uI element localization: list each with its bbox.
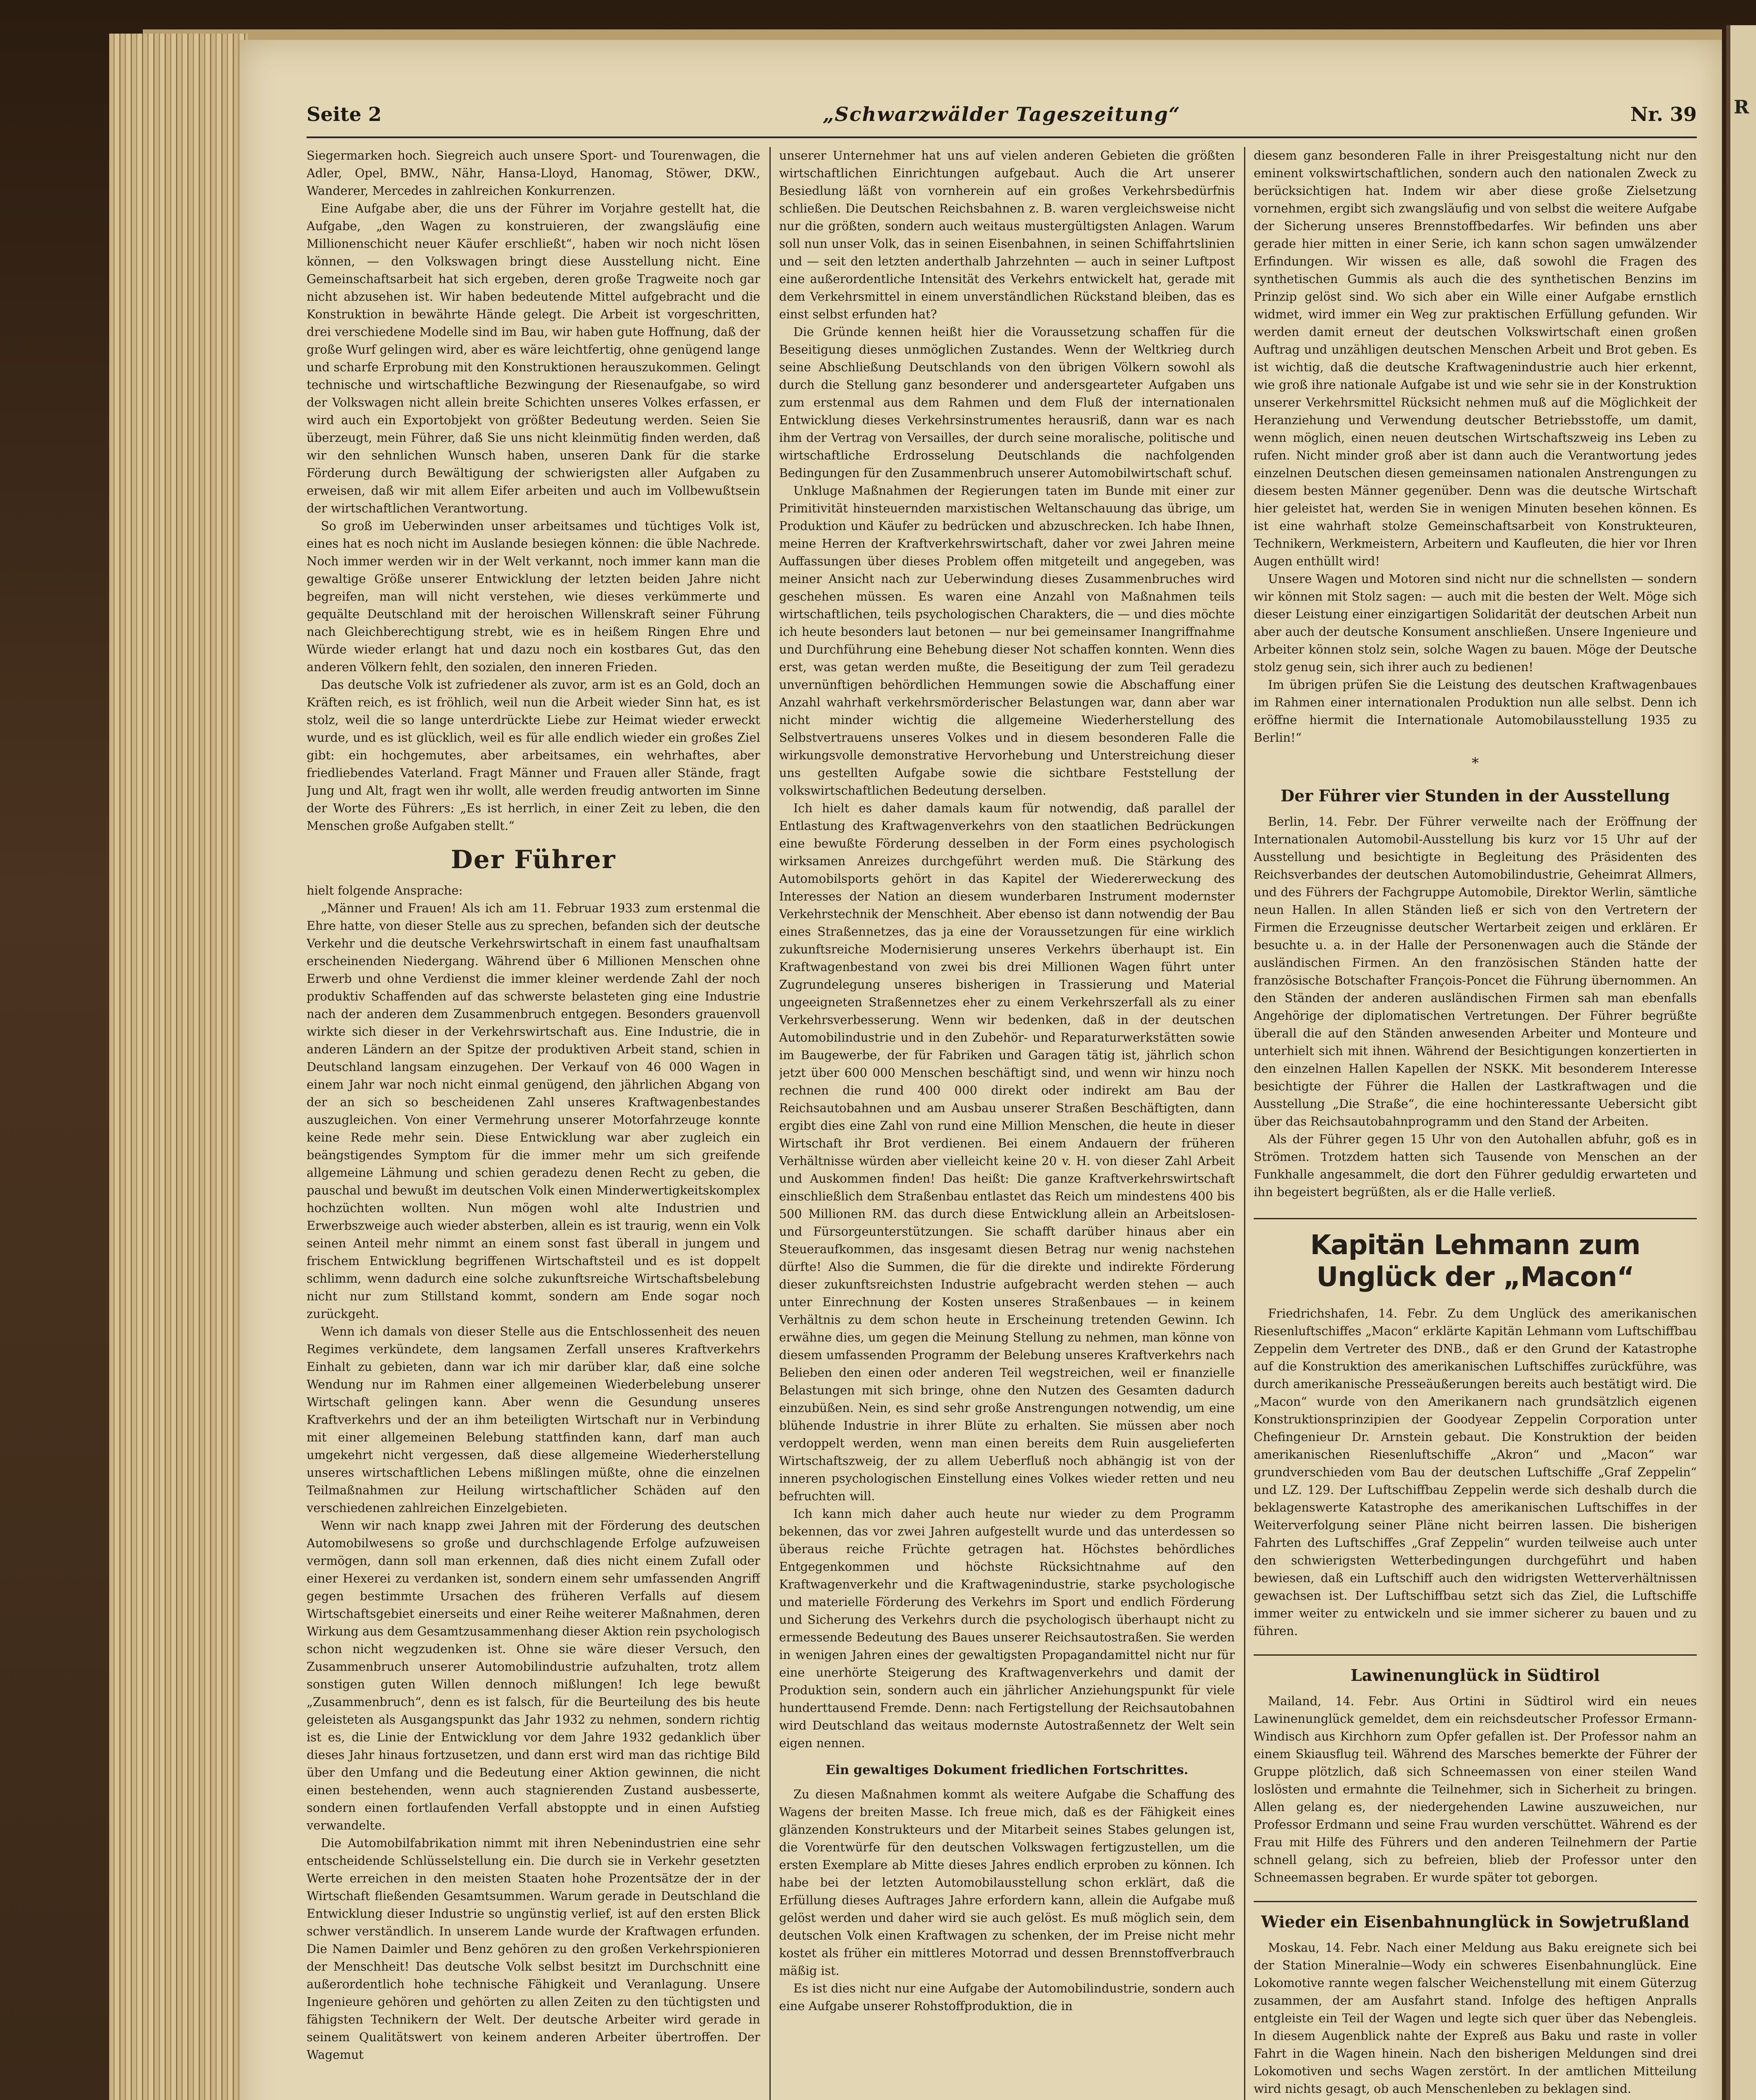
paragraph: unserer Unternehmer hat uns auf vielen anderen Gebieten die größten wirtschaftlichen Einrichtungen aufgebaut. Auch die Art unserer Besiedlung läßt von vornherein auf ein großes Verkehrsbedürfnis schließen. Die Deutschen Reichsbahnen z. B. waren vergleichsweise nicht nur die größten, sondern auch weitaus mustergültigsten Anlagen. Warum soll nun unser Volk, das in seinen Eisenbahnen, in seinen Schiffahrtslinien und — seit den letzten anderthalb Jahrzehnten — auch in seiner Luftpost eine außerordentliche Intensität des Verkehrs entwickelt hat, gerade mit dem Verkehrsmittel in einem unverständlichen Rückstand bleiben, das es einst selbst erfunden hat? <box>779 149 1235 321</box>
paragraph: Eine Aufgabe aber, die uns der Führer im Vorjahre gestellt hat, die Aufgabe, „den Wagen zu konstruieren, der zwangsläufig eine Millionenschicht neuer Käufer erschließt“, haben wir noch nicht lösen können, — den Volkswagen bringt diese Ausstellung nicht. Eine Gemeinschaftsarbeit hat sich ergeben, deren große Tragweite noch gar nicht abzusehen ist. Wir haben bedeutende Mittel aufgebracht und die Konstruktion in bewährte Hände gelegt. Die Arbeit ist vorgeschritten, drei verschiedene Modelle sind im Bau, wir haben gute Hoffnung, daß der große Wurf gelingen wird, aber es wäre leichtfertig, ohne genügend lange und scharfe Erprobung mit den Konstruktionen herauszukommen. Gelingt technische und wirtschaftliche Bezwingung der Riesenaufgabe, so wird der Volkswagen nicht allein breite Schichten unseres Volkes erfassen, er wird auch ein Exportobjekt von größter Bedeutung werden. Seien Sie überzeugt, mein Führer, daß Sie uns nicht kleinmütig finden werden, daß wir den sehnlichen Wunsch haben, unseren Dank für die starke Förderung durch Bewältigung der schwierigsten aller Aufgaben zu erweisen, daß wir mit allem Eifer arbeiten und auch im Vollbewußtsein der wirtschaftlichen Verantwortung. <box>307 202 760 515</box>
paragraph: „Männer und Frauen! Als ich am 11. Februar 1933 zum erstenmal die Ehre hatte, von dieser Stelle aus zu sprechen, befanden sich der deutsche Verkehr und die deutsche Verkehrswirtschaft in einem fast unaufhaltsam erscheinenden Niedergang. Während über 6 Millionen Menschen ohne Erwerb und ohne Verdienst die immer kleiner werdende Zahl der noch produktiv Schaffenden auf das schwerste belasteten ging eine Industrie nach der anderen dem Zusammenbruch entgegen. Besonders grauenvoll wirkte sich dieser in der Verkehrswirtschaft aus. Eine Industrie, die in anderen Ländern an der Spitze der produktiven Arbeit stand, schien in Deutschland langsam einzugehen. Der Verkauf von 46 000 Wagen in einem Jahr war noch nicht einmal genügend, den jährlichen Abgang von der an sich so bescheidenen Zahl unseres Kraftwagenbestandes auszugleichen. Von einer Vermehrung unserer Motorfahrzeuge konnte keine Rede mehr sein. Diese Entwicklung war aber zugleich ein beängstigendes Symptom für die immer mehr um sich greifende allgemeine Lähmung und schien geradezu denen Recht zu geben, die pauschal und bewußt im deutschen Volk einen Minderwertigkeitskomplex hochzüchten wollten. Nun mögen wohl alte Industrien und Erwerbszweige auch wieder absterben, allein es ist traurig, wenn ein Volk seinen Anteil mehr nimmt an einem sonst fast überall in jungem und frischem Entwicklung begriffenen Wirtschaftsteil und es ist doppelt schlimm, wenn dadurch eine solche zukunftsreiche Wirtschaftsbelebung nicht nur zum Stillstand kommt, sondern am Ende sogar noch zurückgeht. <box>307 901 760 1321</box>
paragraph: Die Automobilfabrikation nimmt mit ihren Nebenindustrien eine sehr entscheidende Schlüsselstellung ein. Die durch sie in Verkehr gesetzten Werte erreichen in den meisten Staaten hohe Prozentsätze der in der Wirtschaft fließenden Gesamtsummen. Warum gerade in Deutschland die Entwicklung dieser Industrie so ungünstig verlief, ist auf den ersten Blick schwer verständlich. In unserem Lande wurde der Kraftwagen erfunden. Die Namen Daimler und Benz gehören zu den großen Verkehrspionieren der Menschheit! Das deutsche Volk selbst besitzt im Durchschnitt eine außerordentlich hohe technische Fähigkeit und Veranlagung. Unsere Ingenieure gehören und gehörten zu allen Zeiten zu den tüchtigsten und fähigsten Technikern der Welt. Der deutsche Arbeiter wird gerade in seinem Qualitätswert von keinem anderen Arbeiter übertroffen. Der Wagemut <box>307 1836 760 2062</box>
section-heading-eisenbahnunglueck: Wieder ein Eisenbahnunglück in Sowjetrußland <box>1254 1901 1697 1932</box>
column-divider <box>769 147 771 2100</box>
column-1 <box>307 147 760 2100</box>
page-header <box>307 103 1697 138</box>
paragraph: Unsere Wagen und Motoren sind nicht nur die schnellsten — sondern wir können mit Stolz sagen: — auch mit die besten der Welt. Möge sich dieser Leistung einer einzigartigen Solidarität der deutschen Arbeit nun aber auch der deutsche Konsument anschließen. Unsere Ingenieure und Arbeiter können stolz sein, solche Wagen zu bauen. Möge der Deutsche stolz genug sein, sich ihrer auch zu bedienen! <box>1254 572 1697 674</box>
paragraph: Wenn ich damals von dieser Stelle aus die Entschlossenheit des neuen Regimes verkündete, dem langsamen Zerfall unseres Kraftverkehrs Einhalt zu gebieten, dann war ich mir darüber klar, daß eine solche Wendung nur im Rahmen einer allgemeinen Wiederbelebung unserer Wirtschaft gelingen kann. Aber wenn die Gesundung unseres Kraftverkehrs und der an ihm beteiligten Wirtschaft nur in Verbindung mit einer allgemeinen Belebung stattfinden kann, darf man auch umgekehrt nicht vergessen, daß diese allgemeine Wiederherstellung unseres wirtschaftlichen Lebens mißlingen müßte, ohne die einzelnen Teilmaßnahmen zur Heilung wirtschaftlicher Schäden auf den verschiedenen zahlreichen Einzelgebieten. <box>307 1325 760 1515</box>
column-3 <box>1254 147 1697 2100</box>
paragraph: Zu diesen Maßnahmen kommt als weitere Aufgabe die Schaffung des Wagens der breiten Masse. Ich freue mich, daß es der Fähigkeit eines glänzenden Konstrukteurs und der Mitarbeit seines Stabes gelungen ist, die Vorentwürfe für den deutschen Volkswagen fertigzustellen, um die ersten Exemplare ab Mitte dieses Jahres endlich erproben zu können. Ich habe bei der letzten Automobilausstellung schon erklärt, daß die Erfüllung dieses Auftrages Jahre erfordern kann, allein die Aufgabe muß gelöst werden und daher wird sie auch gelöst. Es muß möglich sein, dem deutschen Volk einen Kraftwagen zu schenken, der im Preise nicht mehr kostet als früher ein mittleres Motorrad und dessen Brennstoffverbrauch mäßig ist. <box>779 1788 1235 1978</box>
paragraph: Als der Führer gegen 15 Uhr von den Autohallen abfuhr, goß es in Strömen. Trotzdem hatten sich Tausende von Menschen an der Funkhalle angesammelt, die dort den Führer geduldig erwarteten und ihn begeistert begrüßten, als er die Halle verließ. <box>1254 1132 1697 1199</box>
section-heading-der-fuehrer: Der Führer <box>451 845 616 874</box>
paragraph: Friedrichshafen, 14. Febr. Zu dem Unglück des amerikanischen Riesenluftschiffes „Macon“ erklärte Kapitän Lehmann vom Luftschiffbau Zeppelin dem Vertreter des DNB., daß er den Grund der Katastrophe auf die Konstruktion des amerikanischen Luftschiffes zurückführe, was durch amerikanische Presseäußerungen bereits auch bestätigt wird. Die „Macon“ wurde von den Amerikanern nach grundsätzlich eigenen Konstruktionsprinzipien der Goodyear Zeppelin Corporation unter Chefingenieur Dr. Arnstein gebaut. Die Konstruktion der beiden amerikanischen Riesenluftschiffe „Akron“ und „Macon“ war grundverschieden vom Bau der deutschen Luftschiffe „Graf Zeppelin“ und LZ. 129. Der Luftschiffbau Zeppelin werde sich deshalb durch die beklagenswerte Katastrophe des amerikanischen Luftschiffes in der Weiterverfolgung seiner Pläne nicht beirren lassen. Die bisherigen Fahrten des Luftschiffes „Graf Zeppelin“ wurden teilweise auch unter den schwierigsten Wetterbedingungen durchgeführt und haben bewiesen, daß ein Luftschiff auch den widrigsten Wetterverhältnissen gewachsen ist. Der Luftschiffbau setzt sich das Ziel, die Luftschiffe immer weiter zu entwickeln und sie immer sicherer zu bauen und zu führen. <box>1254 1307 1697 1638</box>
subheading: Ein gewaltiges Dokument friedlichen Fortschrittes. <box>825 1763 1189 1777</box>
page-number: Seite 2 <box>307 103 382 126</box>
section-heading-macon: Kapitän Lehmann zum Unglück der „Macon“ <box>1254 1218 1697 1293</box>
paragraph: Im übrigen prüfen Sie die Leistung des deutschen Kraftwagenbaues im Rahmen einer internationalen Produktion nun alle selbst. Denn ich eröffne hiermit die Internationale Automobilausstellung 1935 zu Berlin!“ <box>1254 678 1697 745</box>
paragraph: Berlin, 14. Febr. Der Führer verweilte nach der Eröffnung der Internationalen Automobil-Ausstellung bis kurz vor 15 Uhr auf der Ausstellung und besichtigte in Begleitung des Präsidenten des Reichsverbandes der deutschen Automobilindustrie, Geheimrat Allmers, und des Führers der Fachgruppe Automobile, Direktor Werlin, sämtliche neun Hallen. In allen Ständen ließ er sich von den Vertretern der Firmen die Erzeugnisse deutscher Wertarbeit zeigen und erklären. Er besuchte u. a. in der Halle der Personenwagen auch die Stände der ausländischen Firmen. An den französischen Ständen hatte der französische Botschafter François-Poncet die Führung übernommen. An den Ständen der anderen ausländischen Firmen sah man ebenfalls Angehörige der diplomatischen Vertretungen. Der Führer begrüßte überall die auf den Ständen anwesenden Arbeiter und Monteure und unterhielt sich mit ihnen. Während der Besichtigungen konzertierten in den einzelnen Hallen Kapellen der NSKK. Mit besonderem Interesse besichtigte der Führer die Hallen der Lastkraftwagen und die Ausstellung „Die Straße“, die eine hochinteressante Uebersicht gibt über das Reichsautobahnprogramm und den Stand der Arbeiten. <box>1254 815 1697 1129</box>
paragraph: Ich kann mich daher auch heute nur wieder zu dem Programm bekennen, das vor zwei Jahren aufgestellt wurde und das unterdessen so überaus reiche Früchte getragen hat. Höchstes behördliches Entgegenkommen und höchste Rücksichtnahme auf den Kraftwagenverkehr und die Kraftwagenindustrie, starke psychologische und materielle Förderung des Verkehrs im Sport und endlich Förderung und Sicherung des Verkehrs durch die psychologisch überhaupt nicht zu ermessende Bedeutung des Baues unserer Reichsautostraßen. Sie werden in wenigen Jahren eines der gewaltigsten Propagandamittel nicht nur für eine unerhörte Steigerung des Kraftwagenverkehrs und damit der Produktion sein, sondern auch ein jährlicher Anziehungspunkt für viele hunderttausend Fremde. Denn: nach Fertigstellung der Reichsautobahnen wird Deutschland das weitaus modernste Autostraßennetz der Welt sein eigen nennen. <box>779 1507 1235 1750</box>
paragraph: Siegermarken hoch. Siegreich auch unsere Sport- und Tourenwagen, die Adler, Opel, BMW., Nähr, Hansa-Lloyd, Hanomag, Stöwer, DKW., Wanderer, Mercedes in zahlreichen Konkurrenzen. <box>307 149 760 198</box>
column-2 <box>779 147 1235 2100</box>
paragraph: hielt folgende Ansprache: <box>307 884 463 898</box>
section-separator: * <box>1472 755 1479 772</box>
paragraph: Ich hielt es daher damals kaum für notwendig, daß parallel der Entlastung des Kraftwagenverkehrs von den staatlichen Bedrückungen eine bewußte Förderung desselben in der Form eines psychologisch wirksamen Anreizes durchgeführt werden muß. Die Stärkung des Automobilsports gehört in das Kapitel der Wiedererweckung des Interesses der Nation an diesem wunderbaren Instrument modernster Verkehrstechnik der Menschheit. Aber ebenso ist dann notwendig der Bau eines Straßennetzes, das ja eine der Voraussetzungen für eine wirklich zukunftsreiche Modernisierung unseres Verkehrs überhaupt ist. Ein Kraftwagenbestand von zwei bis drei Millionen Wagen führt unter Zugrundelegung unseres bisherigen in Trassierung und Material ungeeigneten Straßennetzes eher zu einem Verkehrszerfall als zu einer Verkehrsverbesserung. Wenn wir bedenken, daß in der deutschen Automobilindustrie und in den Zubehör- und Reparaturwerkstätten sowie im Baugewerbe, der für Fabriken und Garagen tätig ist, jährlich schon jetzt über 600 000 Menschen beschäftigt sind, und wenn wir hinzu noch rechnen die rund 400 000 direkt oder indirekt am Bau der Reichsautobahnen und am Ausbau unserer Straßen Beschäftigten, dann ergibt dies eine Zahl von rund eine Million Menschen, die heute in dieser Wirtschaft ihr Brot verdienen. Bei einem Andauern der früheren Verhältnisse würden aber vielleicht keine 20 v. H. von dieser Zahl Arbeit und Auskommen finden! Das heißt: Die ganze Kraftverkehrswirtschaft einschließlich dem Straßenbau entlastet das Reich um mindestens 400 bis 500 Millionen RM. das durch diese Entwicklung allein an Arbeitslosen- und Fürsorgeunterstützungen. Sie schafft darüber hinaus aber ein Steueraufkommen, das insgesamt diesen Betrag nur wenig nachstehen dürfte! Also die Summen, die für die direkte und indirekte Förderung dieser zukunftsreichsten Industrie aufgebracht werden stehen — auch unter Einrechnung der Kosten unseres Straßenbaues — in keinem Verhältnis zu dem schon heute in Erscheinung tretenden Gewinn. Ich erwähne dies, um gegen die Meinung Stellung zu nehmen, man könne von diesem umfassenden Programm der Belebung unseres Kraftverkehrs nach Belieben den einen oder anderen Teil wegstreichen, weil er finanzielle Belastungen mit sich bringe, ohne den Nutzen des Gesamten dadurch einzubüßen. Nein, es sind sehr große Anstrengungen notwendig, um eine blühende Industrie in ihrer Blüte zu erhalten. Sie müssen aber noch verdoppelt werden, wenn man einen bereits dem Ruin ausgelieferten Wirtschaftszweig, der zu allem Ueberfluß noch abhängig ist von der inneren psychologischen Einstellung eines Volkes wieder retten und neu befruchten will. <box>779 801 1235 1503</box>
adjacent-page-fragment: R <box>1734 97 1749 118</box>
section-heading-lawinenunglueck: Lawinenunglück in Südtirol <box>1254 1654 1697 1685</box>
paragraph: So groß im Ueberwinden unser arbeitsames und tüchtiges Volk ist, eines hat es noch nicht im Auslande besiegen können: die üble Nachrede. Noch immer werden wir in der Welt verkannt, noch immer kann man die gewaltige Größe unserer Entwicklung der letzten beiden Jahre nicht begreifen, man will nicht verstehen, wie dieses verkümmerte und gequälte Deutschland mit der heroischen Willenskraft seiner Führung nach Gleichberechtigung strebt, wie es in heißem Ringen Ehre und Würde wieder erlangt hat und dazu noch ein kostbares Gut, das den anderen Völkern fehlt, den sozialen, den inneren Frieden. <box>307 519 760 674</box>
column-divider <box>1244 147 1245 2100</box>
paragraph: Unkluge Maßnahmen der Regierungen taten im Bunde mit einer zur Primitivität hinsteuernden marxistischen Weltanschauung das übrige, um Produktion und Käufer zu bedrücken und abzuschrecken. Ich habe Ihnen, meine Herren der Kraftverkehrswirtschaft, daher vor zwei Jahren meine Auffassungen über dieses Problem offen mitgeteilt und angegeben, was meiner Ansicht nach zur Ueberwindung dieses Zusammenbruches wird geschehen müssen. Es waren eine Anzahl von Maßnahmen teils wirtschaftlichen, teils psychologischen Charakters, die — und dies möchte ich heute besonders laut betonen — nur bei gemeinsamer Inangriffnahme und Durchführung eine Behebung dieser Not schaffen konnten. Wenn dies erst, was getan werden mußte, die Beseitigung der zum Teil geradezu unvernünftigen behördlichen Hemmungen sowie die Abschaffung einer Anzahl wahrhaft verkehrsmörderischer Belastungen war, dann aber war nicht minder wichtig die allgemeine Wiederherstellung des Selbstvertrauens unseres Volkes und in diesem besonderen Falle die wirkungsvolle demonstrative Hervorhebung und Unterstreichung dieser uns gestellten Aufgabe sowie die sichtbare Feststellung der volkswirtschaftlichen Bedeutung derselben. <box>779 484 1235 798</box>
adjacent-page-edge <box>1726 25 1756 2100</box>
paragraph: Es ist dies nicht nur eine Aufgabe der Automobilindustrie, sondern auch eine Aufgabe unserer Rohstoffproduktion, die in <box>779 1982 1235 2013</box>
newspaper-page <box>239 40 1722 2100</box>
paragraph: Das deutsche Volk ist zufriedener als zuvor, arm ist es an Gold, doch an Kräften reich, es ist fröhlich, weil nun die Arbeit wieder Sinn hat, es ist stolz, weil die so lange unterdrückte Liebe zur Heimat wieder erweckt wurde, und es ist glücklich, weil es für alle endlich wieder ein großes Ziel gibt: ein hochgemutes, aber arbeitsames, ein wehrhaftes, aber friedliebendes Vaterland. Fragt Männer und Frauen aller Stände, fragt Jung und Alt, fragt wen ihr wollt, alle werden freudig antworten im Sinne der Worte des Führers: „Es ist herrlich, in einer Zeit zu leben, die den Menschen große Aufgaben stellt.“ <box>307 678 760 833</box>
section-heading-fuehrer-in-ausstellung: Der Führer vier Stunden in der Ausstellung <box>1281 786 1670 805</box>
paragraph: Mailand, 14. Febr. Aus Ortini in Südtirol wird ein neues Lawinenunglück gemeldet, dem ein reichsdeutscher Professor Ermann-Windisch aus Kirchhorn zum Opfer gefallen ist. Der Professor nahm an einem Skiausflug teil. Während des Marsches bemerkte der Führer der Gruppe plötzlich, daß sich Schneemassen von einer steilen Wand loslösten und ermahnte die Teilnehmer, sich in Sicherheit zu bringen. Allen gelang es, der niedergehenden Lawine auszuweichen, nur Professor Erdmann und seine Frau wurden verschüttet. Während es der Frau mit Hilfe des Führers und den anderen Teilnehmern der Partie schnell gelang, sich zu befreien, blieb der Professor unter den Schneemassen begraben. Er wurde später tot geborgen. <box>1254 1694 1697 1885</box>
stacked-page-edges <box>109 34 248 2100</box>
paragraph: Wenn wir nach knapp zwei Jahren mit der Förderung des deutschen Automobilwesens so große und durchschlagende Erfolge aufzuweisen vermögen, dann soll man erkennen, daß dies nicht einem Zufall oder einer Hexerei zu verdanken ist, sondern einem sehr umfassenden Angriff gegen bestimmte Ursachen des früheren Verfalls auf diesem Wirtschaftsgebiet einerseits und einer Reihe weiterer Maßnahmen, deren Wirkung aus dem Gesamtzusammenhang dieser Aktion rein psychologisch schon nicht wegzudenken ist. Ohne sie wäre dieser Versuch, den Zusammenbruch unserer Automobilindustrie aufzuhalten, trotz allem sonstigen guten Willen dennoch mißlungen! Ich lege bewußt „Zusammenbruch“, denn es ist falsch, für die Beurteilung des bis heute geleisteten als Ausgangspunkt das Jahr 1932 zu nehmen, sondern richtig ist es, die Linie der Entwicklung vor dem Jahre 1932 gedanklich über dieses Jahr hinaus fortzusetzen, und dann erst wird man das richtige Bild über den Umfang und die Bedeutung einer Aktion gewinnen, die nicht einen bestehenden, wenn auch stagnierenden Zustand ausbesserte, sondern einen fortlaufenden Verfall abstoppte und in einen Aufstieg verwandelte. <box>307 1519 760 1832</box>
paragraph: Die Gründe kennen heißt hier die Voraussetzung schaffen für die Beseitigung dieses unmöglichen Zustandes. Wenn der Weltkrieg durch seine Abschließung Deutschlands von den übrigen Völkern sowohl als durch die Stellung ganz besonderer und andersgearteter Aufgaben uns zum erstenmal aus dem Rahmen und dem Fluß der internationalen Entwicklung dieses Verkehrsinstrumentes herausriß, dann war es nach ihm der Vertrag von Versailles, der durch seine moralische, politische und wirtschaftliche Erdrosselung Deutschlands die nachfolgenden Bedingungen für den Zusammenbruch unserer Automobilwirtschaft schuf. <box>779 325 1235 480</box>
issue-number: Nr. 39 <box>1630 103 1697 126</box>
newspaper-title: „Schwarzwälder Tageszeitung“ <box>822 103 1181 126</box>
paragraph: diesem ganz besonderen Falle in ihrer Preisgestaltung nicht nur den eminent volkswirtschaftlichen, sondern auch den nationalen Zweck zu berücksichtigen hat. Indem wir aber diese große Zielsetzung vornehmen, ergibt sich zwangsläufig und von selbst die weitere Aufgabe der Sicherung unseres Brennstoffbedarfes. Wir befinden uns aber gerade hier mitten in einer Serie, ich kann schon sagen umwälzender Erfindungen. Wir wissen es alle, daß sowohl die Fragen des synthetischen Gummis als auch die des synthetischen Benzins im Prinzip gelöst sind. Wo sich aber ein Wille einer Aufgabe ernstlich widmet, wird immer ein Weg zur praktischen Erfüllung gefunden. Wir werden damit erneut der deutschen Volkswirtschaft einen großen Auftrag und unzähligen deutschen Menschen Arbeit und Brot geben. Es ist wichtig, daß die deutsche Kraftwagenindustrie auch hier erkennt, wie groß ihre nationale Aufgabe ist und wie sehr sie in der Konstruktion unserer Verkehrsmittel Rücksicht nehmen muß auf die Möglichkeit der Heranziehung und Verwendung deutscher Betriebsstoffe, um damit, wenn möglich, einen neuen deutschen Wirtschaftszweig ins Leben zu rufen. Nicht minder groß aber ist dann auch die Verantwortung jedes einzelnen Deutschen diesen gemeinsamen nationalen Anstrengungen zu diesem besten Männer gegenüber. Denn was die deutsche Wirtschaft hier geleistet hat, werden Sie in wenigen Minuten besehen können. Es ist eine wahrhaft stolze Gemeinschaftsarbeit von Konstrukteuren, Technikern, Werkmeistern, Arbeitern und Kaufleuten, die hier vor Ihren Augen enthüllt wird! <box>1254 149 1697 568</box>
paragraph: Moskau, 14. Febr. Nach einer Meldung aus Baku ereignete sich bei der Station Mineralnie—Wody ein schweres Eisenbahnunglück. Eine Lokomotive rannte wegen falscher Weichenstellung mit einem Güterzug zusammen, der am Ausfahrt stand. Infolge des heftigen Anpralls entgleiste ein Teil der Wagen und legte sich quer über das Nebengleis. In diesem Augenblick nahte der Expreß aus Baku und raste in voller Fahrt in die Wagen hinein. Nach den bisherigen Meldungen sind drei Lokomotiven und sechs Wagen zerstört. In der amtlichen Mitteilung wird nichts gesagt, ob auch Menschenleben zu beklagen sind. <box>1254 1941 1697 2096</box>
